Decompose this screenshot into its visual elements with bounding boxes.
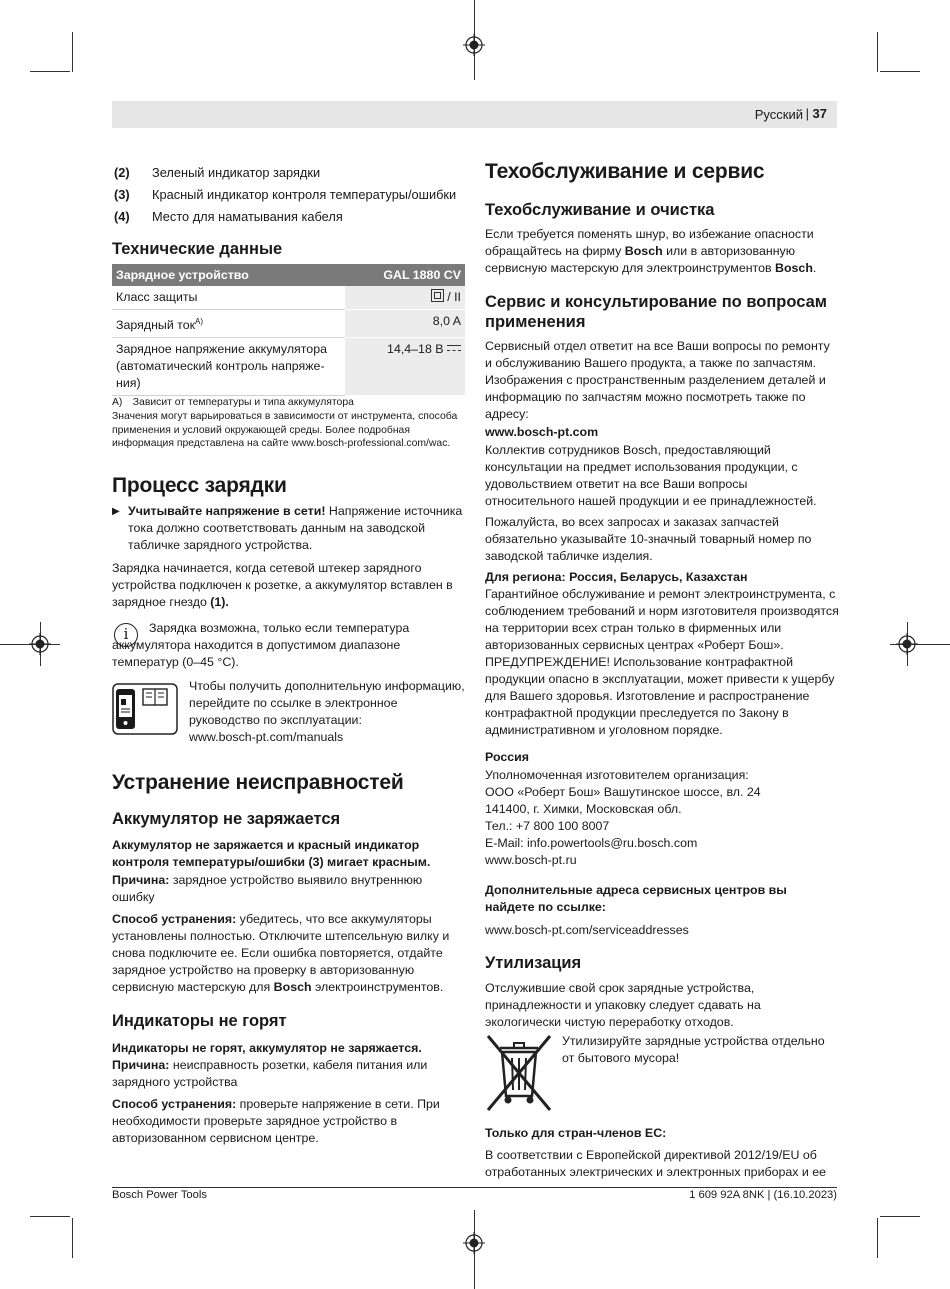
crop-mark [30,1216,70,1217]
footnote-values: Значения могут варьироваться в зависимости от инструмента, способа применения и условий окружающей среды. Более подробная информация представлена на сайте www.bosch-professional.com/wac. [112,411,458,449]
footer-divider [112,1187,837,1188]
item-number: (4) [114,208,130,224]
address-email[interactable]: E-Mail: info.powertools@ru.bosch.com [485,836,698,850]
dc-symbol-icon [447,345,461,351]
disposal-heading: Утилизация [485,954,582,972]
table-header-row [112,264,465,286]
cleaning-text [485,226,838,277]
cause-text: неисправность розетки, кабеля питания или зарядного устройства [112,1058,428,1089]
cleaning-text-a: Если требуется поменять шнур, во избежание опасности обращайтесь на фирму [485,227,814,258]
crop-mark [72,1218,73,1258]
indicators-issue-bold: Индикаторы не горят, аккумулятор не заряжается. [112,1041,422,1055]
address-line: ООО «Роберт Бош» Вашутинское шоссе, вл. 24 [485,785,761,799]
crop-mark [877,1218,878,1258]
registration-mark-icon [896,633,918,655]
charge-start-paragraph [112,560,467,611]
crop-mark [72,32,73,72]
spec-table [112,264,465,396]
maintenance-heading: Техобслуживание и сервис [485,160,765,183]
crop-mark [30,71,70,72]
item-text: Красный индикатор контроля температуры/ошибки [152,186,457,202]
footnote-ref: A) [195,317,204,326]
service-text-2: Коллектив сотрудников Bosch, предоставляющий консультации на предмет использования продукции, с удовольствием ответит на все Ваши вопросы относительного нашей продукции и ее принадлежностей. [485,443,817,508]
fix-text: проверьте напряжение в сети. При необходимости проверьте зарядное устройство в авторизованном сервисном центре. [112,1097,440,1145]
battery-fix [112,911,467,996]
indicators-off-heading: Индикаторы не горят [112,1012,287,1030]
footnote: A) Зависит от температуры и типа аккумулятора [112,397,354,408]
list-item [114,205,456,227]
header-separator: | [805,106,809,121]
tech-data-heading: Технические данные [112,240,283,258]
service-text: Сервисный отдел ответит на все Ваши вопросы по ремонту и обслуживанию Вашего продукта, а также по запчастям. Изображения с пространственным разделением деталей и информацию по запчастям можно посмотреть также по адресу: [485,339,830,421]
battery-cause [112,872,467,906]
table-header-cell: GAL 1880 CV [345,264,465,286]
brand-name: Bosch [273,980,312,994]
page-header [112,101,837,128]
fix-label: Способ устранения: [112,912,237,926]
address-line: 141400, г. Химки, Московская обл. [485,802,682,816]
list-item [114,183,456,205]
manual-link[interactable]: www.bosch-pt.com/manuals [189,730,344,744]
charging-heading: Процесс зарядки [112,474,287,497]
charge-start-text: Зарядка начинается, когда сетевой штекер зарядного устройства подключен к розетке, а аккумулятор вставлен в зарядное гнездо [112,561,453,609]
bullet-triangle-icon: ▶ [112,506,120,517]
battery-issue-bold: Аккумулятор не заряжается и красный индикатор контроля температуры/ошибки (3) мигает красным. [112,838,431,869]
eu-heading: Только для стран-членов ЕС: [485,1126,667,1140]
page-number: 37 [812,106,827,121]
table-cell-value [345,286,465,310]
table-cell-label [112,310,345,338]
troubleshooting-heading: Устранение неисправностей [112,771,404,794]
address-line: Уполномоченная изготовителем организация: [485,768,749,782]
table-cell-value: 8,0 A [345,310,465,338]
brand-name: Bosch [624,244,663,258]
info-icon: i [114,623,138,647]
fix-text: убедитесь, что все аккумуляторы установлены полностью. Отключите штепсельную вилку и снова подключите ее. Если ошибка повторяется, отдайте зарядное устройство на проверку в авторизованную сервисную мастерскую для [112,912,450,994]
brand-name: Bosch [775,261,813,275]
footer-right: 1 609 92A 8NK | (16.10.2023) [689,1189,837,1201]
address-line: Тел.: +7 800 100 8007 [485,819,610,833]
disposal-text: Отслужившие свой срок зарядные устройства, принадлежности и упаковку следует сдавать на экологически чистую переработку отходов. [485,981,761,1029]
cleaning-text-c: . [812,261,817,275]
table-cell-label: Зарядное напряжение аккумулятора (автоматический контроль напряжения) [112,338,345,396]
registration-mark-icon [463,1232,485,1254]
indicators-cause [112,1057,467,1091]
table-row [112,310,465,338]
item-number: (3) [114,186,130,202]
table-row [112,338,465,396]
crop-mark [877,32,878,72]
registration-mark-icon [29,633,51,655]
battery-not-charging-heading: Аккумулятор не заряжается [112,810,341,828]
charge-start-ref: (1). [206,595,229,609]
cause-label: Причина: [112,1058,170,1072]
protection-class-value: / II [447,290,461,304]
service-heading: Сервис и консультирование по вопросам применения [485,293,827,331]
crop-mark [880,1216,920,1217]
region-heading: Для региона: Россия, Беларусь, Казахстан [485,570,748,584]
fix-text-end: электроинструментов. [311,980,444,994]
voltage-value: 14,4–18 В [387,342,444,357]
table-cell-label: Класс защиты [112,286,345,310]
table-header-cell: Зарядное устройство [112,264,345,286]
indicators-fix [112,1096,467,1147]
crop-mark [880,71,920,72]
item-text: Зеленый индикатор зарядки [152,164,321,180]
fix-label: Способ устранения: [112,1097,237,1111]
crossed-bin-icon [486,1034,552,1116]
protection-class-icon [431,289,444,302]
info-paragraph: Зарядка возможна, только если температура аккумулятора находится в допустимом диапазоне температур (0–45 °C). [112,621,410,669]
cause-text: зарядное устройство выявило внутреннюю ошибку [112,873,423,904]
manual-text: Чтобы получить дополнительную информацию, перейдите по ссылке в электронное руководство по эксплуатации: [189,679,465,727]
cleaning-heading: Техобслуживание и очистка [485,201,715,219]
service-text-3: Пожалуйста, во всех запросах и заказах запчастей обязательно указывайте 10-значный товарный номер по заводской табличке изделия. [485,515,812,563]
header-language: Русский [754,107,803,122]
russia-address [485,767,838,869]
address-website[interactable]: www.bosch-pt.ru [485,853,577,867]
cleaning-text-b: или в авторизованную сервисную мастерскую для электроинструментов [485,244,796,275]
manual-icon [112,683,178,735]
russia-heading: Россия [485,750,529,764]
addresses-heading: Дополнительные адреса сервисных центров вы найдете по ссылке: [485,883,787,914]
item-number: (2) [114,164,130,180]
charge-current-label: Зарядный ток [116,318,196,333]
warning-bold: Учитывайте напряжение в сети! [128,504,326,518]
table-cell-value [345,338,465,396]
eu-text: В соответствии с Европейской директивой 2012/19/EU об отработанных электрических и электронных приборах и ее [485,1148,827,1179]
list-item [114,161,456,183]
table-row [112,286,465,310]
service-link[interactable]: www.bosch-pt.com [485,425,599,439]
footer-left: Bosch Power Tools [112,1189,207,1201]
weee-text: Утилизируйте зарядные устройства отдельно от бытового мусора! [562,1034,825,1065]
cause-label: Причина: [112,873,170,887]
registration-mark-icon [463,34,485,56]
addresses-link[interactable]: www.bosch-pt.com/serviceaddresses [485,923,689,937]
region-text: Гарантийное обслуживание и ремонт электроинструмента, с соблюдением требований и норм изготовителя производятся на территории всех стран только в фирменных или авторизованных сервисных центрах «Роберт Бош». ПРЕДУПРЕЖДЕНИЕ! Использование контрафактной продукции опасно в эксплуатации, может привести к ущербу для Вашего здоровья. Изготовление и распространение контрафактной продукции преследуется по Закону в административном и уголовном порядке. [485,587,839,737]
warning-paragraph [112,503,467,554]
item-text: Место для наматывания кабеля [152,208,343,224]
warning-text: Напряжение источника тока должно соответствовать данным на заводской табличке зарядного устройства. [128,504,463,552]
component-list [114,161,456,227]
